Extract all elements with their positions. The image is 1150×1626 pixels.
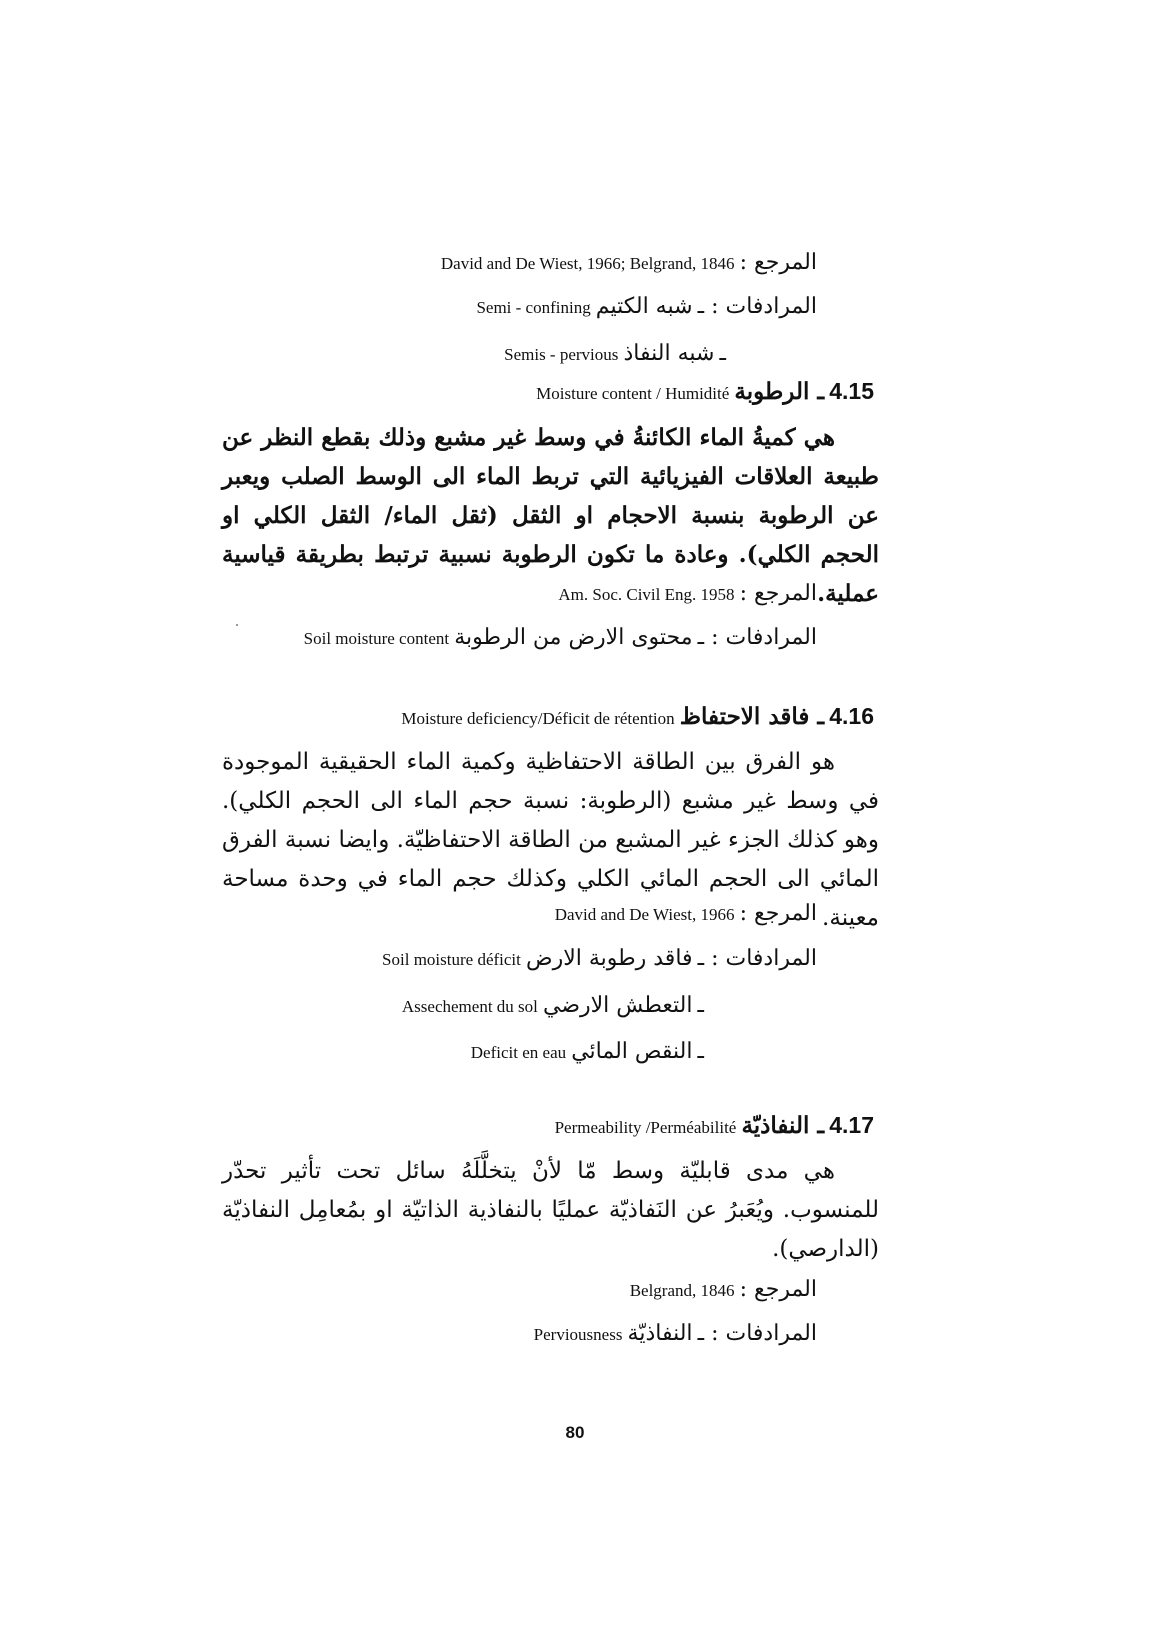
section-heading-4-17 [555, 1112, 874, 1139]
reference-label: المرجع : [739, 581, 817, 606]
reference-text: Belgrand, 1846 [629, 1281, 735, 1300]
section-title-ar: ـ النفاذيّة [741, 1112, 825, 1139]
section-number: 4.16 [829, 703, 874, 729]
synonyms-line [382, 946, 817, 971]
synonym-en: Semis - pervious [504, 345, 619, 364]
synonyms-line [402, 993, 704, 1018]
reference-text: Am. Soc. Civil Eng. 1958 [558, 585, 735, 604]
section-title-en: Moisture content / Humidité [536, 384, 730, 403]
scan-speck [236, 624, 238, 626]
synonyms-line [534, 1321, 817, 1346]
reference-line [441, 250, 817, 275]
section-body: هي كميةُ الماء الكائنةُ في وسط غير مشبع وذلك بقطع النظر عن طبيعة العلاقات الفيزيائية التي تربط الماء الى الوسط الصلب ويعبر عن الرطوبة بنسبة الاحجام او الثقل (ثقل الماء/ الثقل الكلي او الحجم الكلي). وعادة ما تكون الرطوبة نسبية ترتبط بطريقة قياسية عملية. [222, 424, 879, 607]
reference-line [555, 901, 817, 926]
synonym-en: Perviousness [533, 1325, 623, 1344]
synonyms-line [504, 341, 726, 366]
section-number: 4.15 [829, 378, 874, 404]
page-number: 80 [565, 1423, 585, 1442]
synonym-dash: ـ [719, 341, 726, 366]
section-heading-4-16 [401, 703, 874, 730]
synonym-ar: شبه النفاذ [623, 341, 715, 366]
synonym-dash: ـ [697, 993, 704, 1018]
section-body: هو الفرق بين الطاقة الاحتفاظية وكمية الماء الحقيقية الموجودة في وسط غير مشبع (الرطوبة: نسبة حجم الماء الى الحجم الكلي). وهو كذلك الجزء غير المشبع من الطاقة الاحتفاظيّة. وايضا نسبة الفرق المائي الى الحجم المائي الكلي وكذلك حجم الماء في وحدة مساحة معينة. [222, 749, 879, 931]
section-body: هي مدى قابليّة وسط مّا لأنْ يتخلَّلَهُ سائل تحت تأثير تحدّر للمنسوب. ويُعَبرُ عن النَفاذيّة عمليًا بالنفاذية الذاتيّة او بمُعامِل النفاذيّة (الدارصي). [222, 1158, 879, 1262]
synonym-en: Assechement du sol [401, 997, 538, 1016]
reference-label: المرجع : [739, 250, 817, 275]
synonym-ar: النقص المائي [571, 1039, 693, 1064]
synonyms-line [476, 294, 817, 319]
reference-text: David and De Wiest, 1966; Belgrand, 1846 [440, 254, 735, 273]
synonym-ar: شبه الكتيم [595, 294, 693, 319]
reference-label: المرجع : [739, 901, 817, 926]
synonym-ar: فاقد رطوبة الارض [525, 946, 693, 971]
synonyms-line [304, 625, 817, 650]
synonyms-label: المرادفات : ـ [697, 946, 817, 971]
section-title-ar: ـ فاقد الاحتفاظ [679, 703, 825, 730]
synonyms-label: المرادفات : ـ [697, 294, 817, 319]
synonyms-line [471, 1039, 704, 1064]
synonym-dash: ـ [697, 1039, 704, 1064]
reference-line [630, 1277, 817, 1302]
synonym-ar: التعطش الارضي [542, 993, 693, 1018]
synonyms-label: المرادفات : ـ [697, 1321, 817, 1346]
synonym-en: Soil moisture déficit [382, 950, 521, 969]
reference-label: المرجع : [739, 1277, 817, 1302]
section-heading-4-15 [536, 378, 874, 405]
synonym-ar: محتوى الارض من الرطوبة [454, 625, 693, 650]
section-title-ar: ـ الرطوبة [734, 378, 825, 405]
synonym-en: Deficit en eau [470, 1043, 567, 1062]
section-number: 4.17 [829, 1112, 874, 1138]
synonym-en: Soil moisture content [303, 629, 450, 648]
synonyms-label: المرادفات : ـ [697, 625, 817, 650]
reference-text: David and De Wiest, 1966 [554, 905, 735, 924]
reference-line [558, 581, 817, 606]
section-title-en: Moisture deficiency/Déficit de rétention [401, 709, 675, 728]
synonym-ar: النفاذيّة [627, 1321, 693, 1346]
section-title-en: Permeability /Perméabilité [554, 1118, 737, 1137]
synonym-en: Semi - confining [476, 298, 591, 317]
